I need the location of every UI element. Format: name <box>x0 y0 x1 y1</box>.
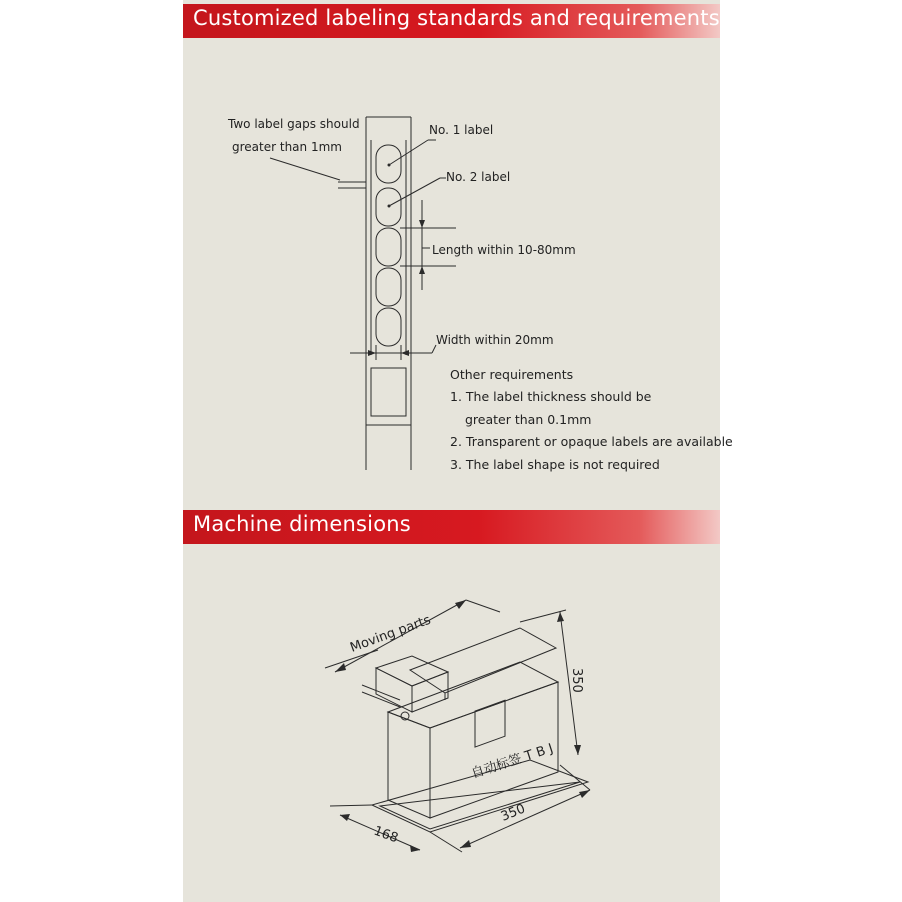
dimensions-title: Machine dimensions <box>193 512 411 536</box>
label2-leader <box>389 178 440 206</box>
length-dim-text: 350 <box>498 801 528 825</box>
length-arrow-right <box>579 790 590 798</box>
moving-parts-label: Moving parts <box>348 612 433 656</box>
length-text: Length within 10-80mm <box>432 243 576 257</box>
gap-note-line1: Two label gaps should <box>228 117 360 131</box>
length-arrow-bottom <box>419 266 425 274</box>
height-arrow-bottom <box>574 745 581 755</box>
label-shape-4 <box>376 268 401 306</box>
requirements-heading: Other requirements <box>450 367 574 382</box>
moving-arrow-right <box>455 600 466 609</box>
label2-dot <box>388 205 391 208</box>
moving-ext-right <box>466 600 500 612</box>
requirement-3: 3. The label shape is not required <box>450 457 660 472</box>
strip-window <box>371 368 406 416</box>
length-arrow-left <box>460 840 471 848</box>
label1-leader <box>389 140 428 165</box>
gap-note-line2: greater than 1mm <box>232 140 342 154</box>
width-arrow-right <box>401 350 409 356</box>
height-dim-text: 350 <box>569 668 584 693</box>
machine-front-text: 自动标签 T B J <box>469 741 556 782</box>
labeling-title: Customized labeling standards and requirements <box>193 6 720 30</box>
gap-leader <box>270 158 340 180</box>
width-arrow-left <box>368 350 376 356</box>
height-arrow-top <box>557 612 564 622</box>
label1-dot <box>388 164 391 167</box>
requirement-2: 2. Transparent or opaque labels are available <box>450 434 733 449</box>
label-strip-diagram <box>270 117 456 470</box>
requirement-1-line2: greater than 0.1mm <box>465 412 592 427</box>
machine-base-edge <box>380 782 580 829</box>
label-shape-3 <box>376 228 401 266</box>
width-text: Width within 20mm <box>436 333 554 347</box>
control-display <box>475 700 505 747</box>
label-shape-5 <box>376 308 401 346</box>
shaft-2 <box>362 692 400 707</box>
length-ext-left <box>430 832 462 852</box>
dimension-arrows <box>368 164 425 357</box>
machine-top-rail <box>410 628 556 693</box>
depth-arrow-right <box>410 845 420 852</box>
depth-ext-left <box>330 805 372 806</box>
requirement-1-line1: 1. The label thickness should be <box>450 389 652 404</box>
depth-dim-text: 168 <box>371 823 401 847</box>
label2-text: No. 2 label <box>446 170 511 184</box>
length-dim-line-m <box>460 790 590 848</box>
length-arrow-top <box>419 220 425 228</box>
depth-arrow-left <box>340 814 350 821</box>
label1-text: No. 1 label <box>429 123 494 137</box>
shaft-1 <box>362 685 400 700</box>
